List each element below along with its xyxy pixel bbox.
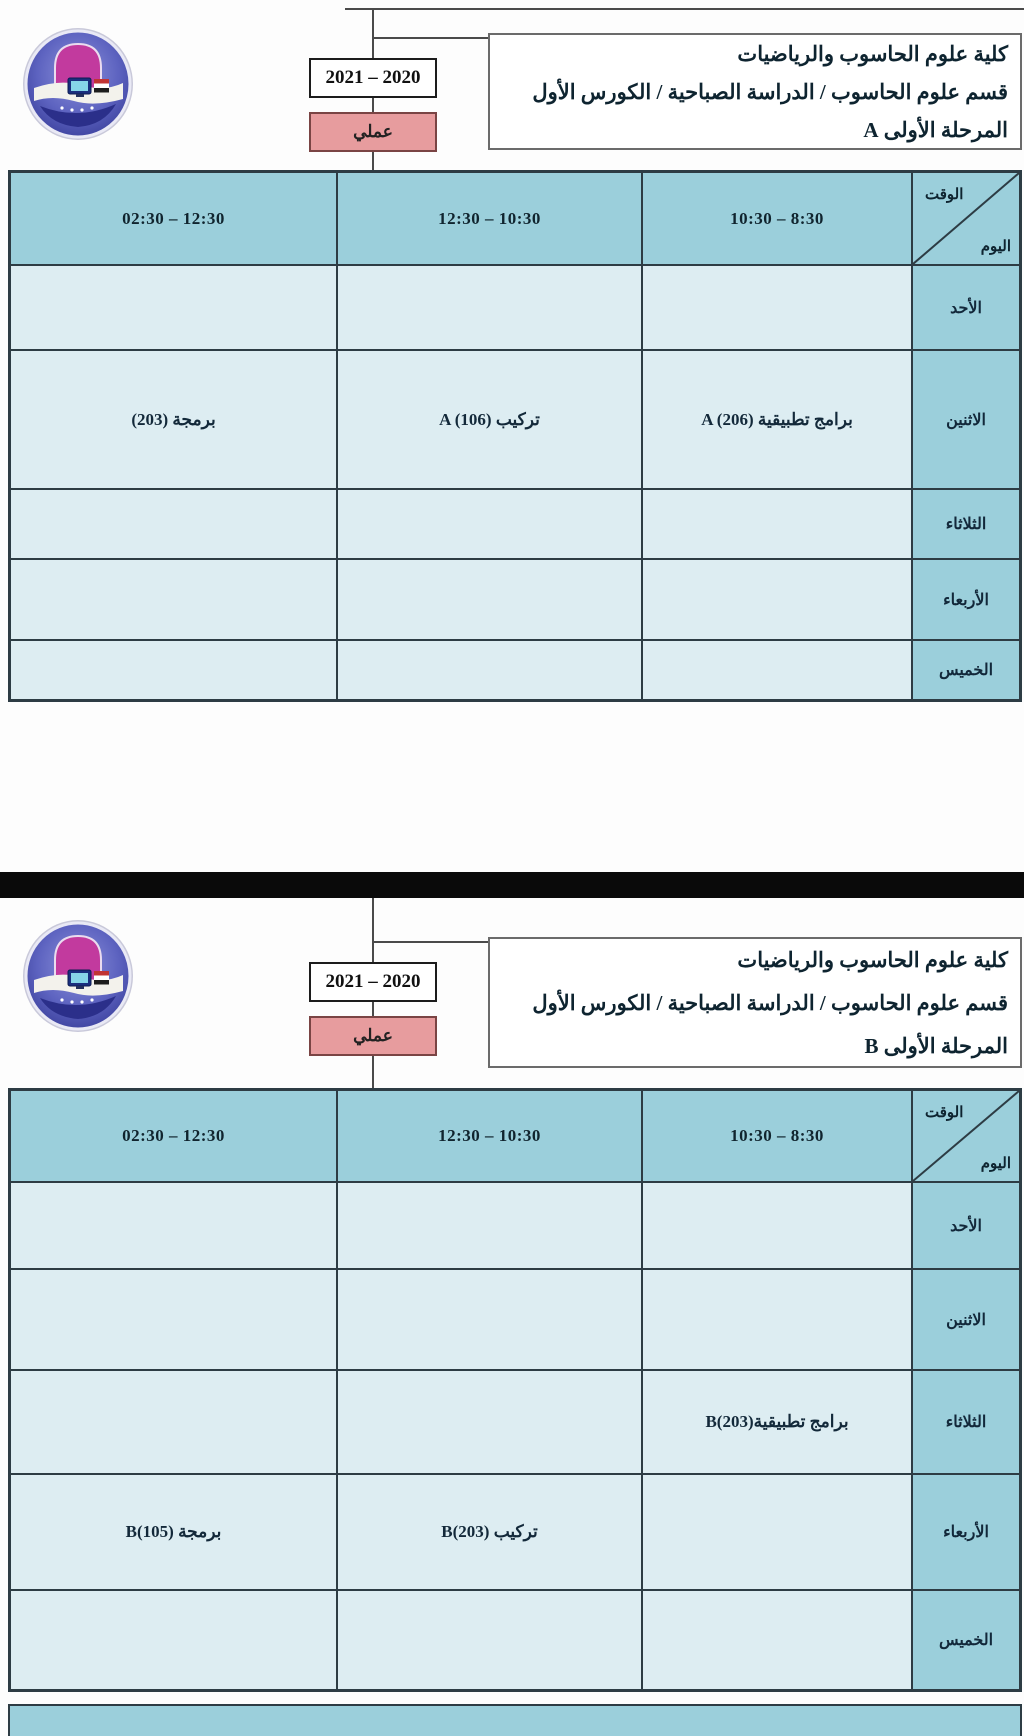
schedule-cell <box>642 265 912 350</box>
time-header-cell: 02:30 – 12:30 <box>10 1090 337 1182</box>
schedule-cell <box>337 489 642 559</box>
schedule-cell: برمجة B(105) <box>10 1474 337 1590</box>
schedule-cell <box>642 1269 912 1370</box>
department-line: قسم علوم الحاسوب / الدراسة الصباحية / الكورس الأول <box>532 991 1008 1015</box>
academic-year-badge <box>309 962 437 1002</box>
connector-vertical-a3 <box>372 152 374 170</box>
black-divider-bar <box>0 872 1024 898</box>
academic-year-text: 2021 – 2020 <box>325 971 421 992</box>
connector-horizontal-a <box>373 37 489 39</box>
schedule-cell <box>337 640 642 700</box>
college-logo <box>22 26 135 143</box>
connector-vertical-b3 <box>372 1056 374 1088</box>
schedule-cell <box>10 559 337 640</box>
corner-time-label: الوقت <box>925 1105 964 1121</box>
schedule-cell <box>337 1590 642 1690</box>
day-cell: الأحد <box>912 265 1020 350</box>
schedule-cell: تركيب B(203) <box>337 1474 642 1590</box>
schedule-cell <box>642 1590 912 1690</box>
day-cell: الثلاثاء <box>912 1370 1020 1474</box>
top-rule-line <box>345 8 1024 10</box>
schedule-cell: تركيب A (106) <box>337 350 642 489</box>
day-cell: الخميس <box>912 1590 1020 1690</box>
schedule-cell: برمجة (203) <box>10 350 337 489</box>
time-header-cell: 02:30 – 12:30 <box>10 172 337 265</box>
connector-vertical-a1 <box>372 8 374 58</box>
connector-vertical-b1 <box>372 898 374 962</box>
header-title-box <box>488 937 1022 1068</box>
time-header-cell: 10:30 – 8:30 <box>642 172 912 265</box>
schedule-cell <box>10 640 337 700</box>
stage-line: المرحلة الأولى B <box>864 1034 1008 1058</box>
schedule-cell <box>10 1269 337 1370</box>
corner-cell <box>912 1090 1020 1182</box>
corner-cell <box>912 172 1020 265</box>
schedule-cell <box>642 1182 912 1269</box>
college-name: كلية علوم الحاسوب والرياضيات <box>737 42 1008 66</box>
day-cell: الخميس <box>912 640 1020 700</box>
corner-time-label: الوقت <box>925 187 964 203</box>
day-cell: الأربعاء <box>912 559 1020 640</box>
practical-badge <box>309 112 437 152</box>
schedule-cell <box>337 1370 642 1474</box>
day-cell: الثلاثاء <box>912 489 1020 559</box>
academic-year-text: 2021 – 2020 <box>325 67 421 88</box>
schedule-cell <box>642 640 912 700</box>
schedule-cell <box>10 489 337 559</box>
practical-badge-text: عملي <box>353 122 393 141</box>
college-logo-emblem <box>22 26 135 143</box>
time-header-cell: 12:30 – 10:30 <box>337 1090 642 1182</box>
college-logo-emblem <box>22 918 135 1035</box>
schedule-cell <box>337 265 642 350</box>
day-cell: الأحد <box>912 1182 1020 1269</box>
connector-horizontal-b <box>373 941 489 943</box>
schedule-cell: برامج تطبيقية A (206) <box>642 350 912 489</box>
stage-line: المرحلة الأولى A <box>863 118 1008 142</box>
college-logo <box>22 918 135 1035</box>
schedule-cell <box>642 1474 912 1590</box>
college-name: كلية علوم الحاسوب والرياضيات <box>737 948 1008 972</box>
practical-badge <box>309 1016 437 1056</box>
department-line: قسم علوم الحاسوب / الدراسة الصباحية / الكورس الأول <box>532 80 1008 104</box>
schedule-cell <box>337 1269 642 1370</box>
schedule-cell <box>10 1182 337 1269</box>
corner-day-label: اليوم <box>980 1156 1011 1172</box>
schedule-cell <box>10 265 337 350</box>
schedule-cell <box>10 1370 337 1474</box>
schedule-cell <box>337 1182 642 1269</box>
schedule-cell <box>337 559 642 640</box>
header-title-box <box>488 33 1022 150</box>
day-cell: الاثنين <box>912 1269 1020 1370</box>
connector-vertical-b2 <box>372 1002 374 1016</box>
time-header-cell: 10:30 – 8:30 <box>642 1090 912 1182</box>
time-header-cell: 12:30 – 10:30 <box>337 172 642 265</box>
next-table-strip <box>8 1704 1022 1736</box>
corner-day-label: اليوم <box>980 239 1011 255</box>
timetable-stage-b <box>8 1088 1022 1692</box>
connector-vertical-a2 <box>372 98 374 112</box>
day-cell: الاثنين <box>912 350 1020 489</box>
practical-badge-text: عملي <box>353 1026 393 1045</box>
schedule-cell <box>10 1590 337 1690</box>
schedule-cell: برامج تطبيقيةB(203) <box>642 1370 912 1474</box>
schedule-cell <box>642 489 912 559</box>
timetable-stage-a <box>8 170 1022 702</box>
academic-year-badge <box>309 58 437 98</box>
day-cell: الأربعاء <box>912 1474 1020 1590</box>
schedule-cell <box>642 559 912 640</box>
